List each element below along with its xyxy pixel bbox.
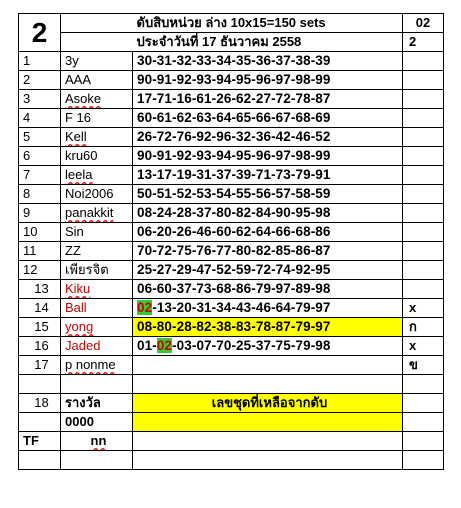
table-row (19, 299, 444, 318)
member-name: AAA (61, 71, 133, 90)
table-row (19, 280, 444, 299)
table-row (19, 90, 444, 109)
number-set: 13-17-19-31-37-39-71-73-79-91 (133, 166, 403, 185)
number-set: 08-80-28-82-38-83-78-87-79-97 (133, 318, 403, 337)
member-name: Asoke (61, 90, 133, 109)
row-mark (403, 71, 444, 90)
row-number: 14 (19, 299, 61, 318)
number-set: 25-27-29-47-52-59-72-74-92-95 (133, 261, 403, 280)
member-name: เพียรจิต (61, 261, 133, 280)
tf-label: TF (19, 432, 61, 451)
number-set-prefix: 01- (137, 338, 157, 353)
remaining-sets-value (133, 413, 403, 432)
table-row (19, 223, 444, 242)
title-line-2: ประจำวันที่ 17 ธันวาคม 2558 (133, 33, 403, 52)
table-row (19, 337, 444, 356)
table-row (19, 242, 444, 261)
member-name: Jaded (61, 337, 133, 356)
header-row-1 (19, 14, 444, 33)
row-number: 11 (19, 242, 61, 261)
table-row (19, 318, 444, 337)
number-set: 90-91-92-93-94-95-96-97-98-99 (133, 147, 403, 166)
row-mark (403, 280, 444, 299)
row-number: 9 (19, 204, 61, 223)
number-set-rest: -03-07-70-25-37-75-79-98 (172, 338, 331, 353)
member-name: panakkit (61, 204, 133, 223)
row-mark (403, 204, 444, 223)
row-number: 2 (19, 71, 61, 90)
big-number: 2 (19, 14, 61, 52)
header-row-2 (19, 33, 444, 52)
number-set (133, 356, 403, 375)
lottery-sheet (18, 13, 443, 470)
number-set: 06-20-26-46-60-62-64-66-68-86 (133, 223, 403, 242)
right-code-1: 02 (403, 14, 444, 33)
number-set: 08-24-28-37-80-82-84-90-95-98 (133, 204, 403, 223)
tf-value: nn (61, 432, 133, 451)
row-mark (403, 147, 444, 166)
member-name: kru60 (61, 147, 133, 166)
row-number: 16 (19, 337, 61, 356)
prize-value: 0000 (61, 413, 133, 432)
number-set: 17-71-16-61-26-62-27-72-78-87 (133, 90, 403, 109)
number-set (133, 299, 403, 318)
number-set: 70-72-75-76-77-80-82-85-86-87 (133, 242, 403, 261)
row-number: 12 (19, 261, 61, 280)
row-number: 15 (19, 318, 61, 337)
row-number: 17 (19, 356, 61, 375)
row-mark: x (403, 337, 444, 356)
table-row (19, 52, 444, 71)
member-name: Ball (61, 299, 133, 318)
number-set: 50-51-52-53-54-55-56-57-58-59 (133, 185, 403, 204)
member-name: Sin (61, 223, 133, 242)
number-set: 30-31-32-33-34-35-36-37-38-39 (133, 52, 403, 71)
tf-row (19, 432, 444, 451)
right-code-2: 2 (403, 33, 444, 52)
table-row (19, 185, 444, 204)
row-mark: x (403, 299, 444, 318)
row-number: 1 (19, 52, 61, 71)
member-name: Kiku (61, 280, 133, 299)
row-number: 6 (19, 147, 61, 166)
table-row (19, 356, 444, 375)
number-set: 06-60-37-73-68-86-79-97-89-98 (133, 280, 403, 299)
row-mark (403, 90, 444, 109)
table-row (19, 204, 444, 223)
row-number: 8 (19, 185, 61, 204)
row-mark (403, 223, 444, 242)
table-row (19, 261, 444, 280)
number-set: 26-72-76-92-96-32-36-42-46-52 (133, 128, 403, 147)
remaining-sets-label: เลขชุดที่เหลือจากดับ (133, 394, 403, 413)
member-name: p nonme (61, 356, 133, 375)
row-number: 3 (19, 90, 61, 109)
table-row (19, 128, 444, 147)
row-mark (403, 261, 444, 280)
highlighted-number: 02 (137, 300, 153, 315)
table-row (19, 147, 444, 166)
table-row (19, 166, 444, 185)
member-name: 3y (61, 52, 133, 71)
row-number: 5 (19, 128, 61, 147)
number-set: 60-61-62-63-64-65-66-67-68-69 (133, 109, 403, 128)
title-line-1: ดับสิบหน่วย ล่าง 10x15=150 sets (133, 14, 403, 33)
highlighted-number: 02 (156, 338, 173, 353)
number-set: 90-91-92-93-94-95-96-97-98-99 (133, 71, 403, 90)
empty-row (19, 451, 444, 470)
row-mark: ข (403, 356, 444, 375)
table-row (19, 109, 444, 128)
row-number: 13 (19, 280, 61, 299)
row-mark (403, 109, 444, 128)
prize-label: รางวัล (61, 394, 133, 413)
member-name: ZZ (61, 242, 133, 261)
member-name: leela (61, 166, 133, 185)
member-name: Kell (61, 128, 133, 147)
row-mark: ก (403, 318, 444, 337)
number-set-rest: -13-20-31-34-43-46-64-79-97 (152, 300, 331, 315)
row-number: 4 (19, 109, 61, 128)
table-row (19, 71, 444, 90)
prize-value-row (19, 413, 444, 432)
number-set (133, 337, 403, 356)
row-mark (403, 128, 444, 147)
member-name: F 16 (61, 109, 133, 128)
row-mark (403, 242, 444, 261)
row-number: 10 (19, 223, 61, 242)
member-name: Noi2006 (61, 185, 133, 204)
spacer-row (19, 375, 444, 394)
row-mark (403, 185, 444, 204)
row-number: 18 (19, 394, 61, 413)
lottery-table (18, 13, 444, 470)
member-name: yong (61, 318, 133, 337)
row-mark (403, 166, 444, 185)
row-number: 7 (19, 166, 61, 185)
prize-row (19, 394, 444, 413)
row-mark (403, 52, 444, 71)
